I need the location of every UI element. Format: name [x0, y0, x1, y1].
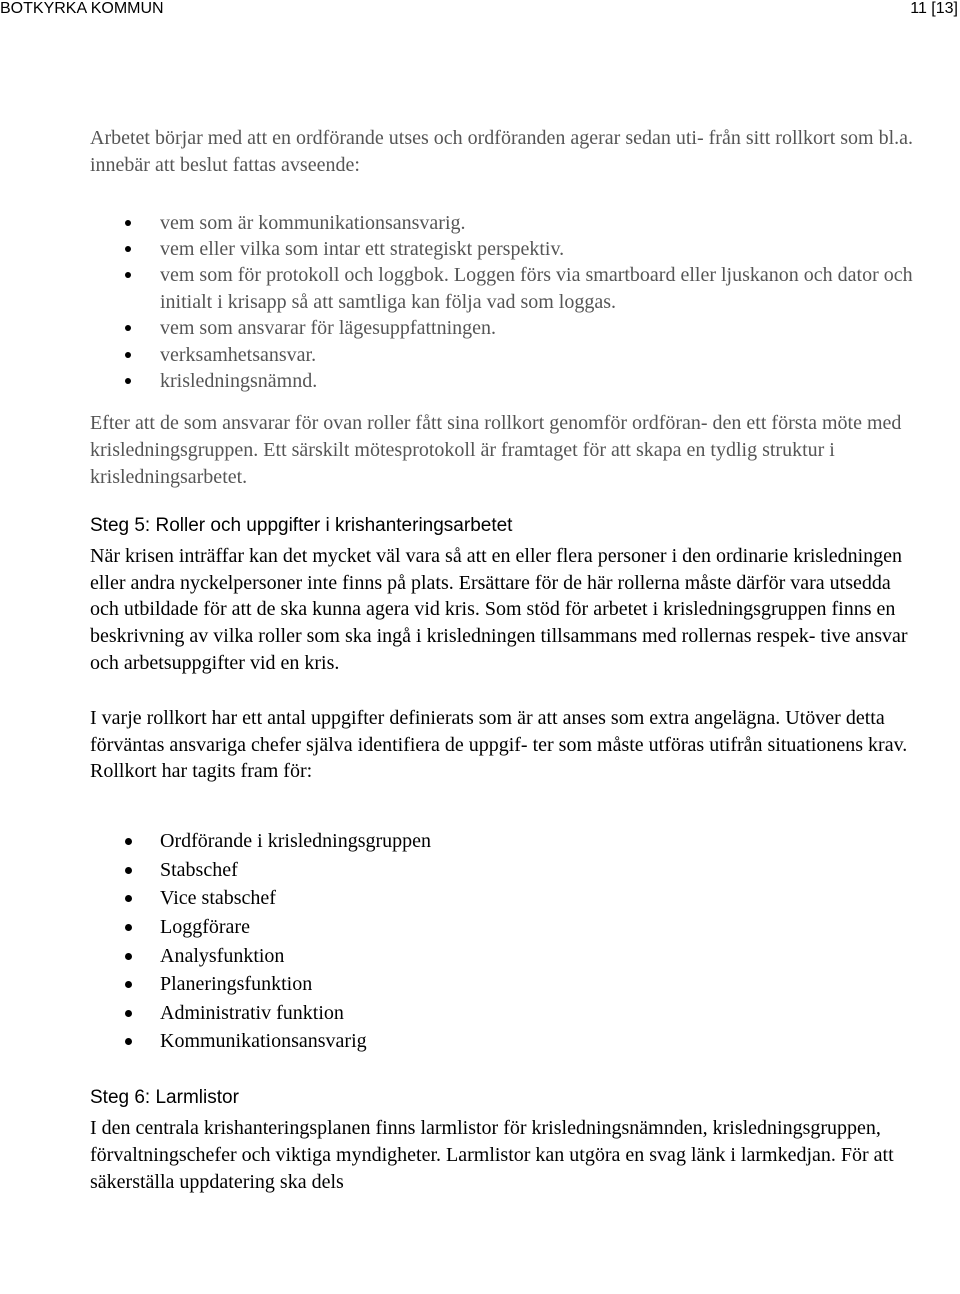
list-item: vem eller vilka som intar ett strategiskt perspektiv. — [90, 236, 920, 262]
list-item: Vice stabschef — [90, 884, 920, 913]
roles-list — [90, 827, 920, 1056]
intro-paragraph: Arbetet börjar med att en ordförande utses och ordföranden agerar sedan uti- från sitt rollkort som bl.a. innebär att beslut fattas avseende: — [90, 127, 914, 176]
roles-intro: Rollkort har tagits fram för: — [90, 760, 313, 783]
list-item: Ordförande i krisledningsgruppen — [90, 827, 920, 856]
list-item: Kommunikationsansvarig — [90, 1027, 920, 1056]
page-number: 11 [13] — [910, 0, 958, 17]
paragraph-after-list: Efter att de som ansvarar för ovan roller fått sina rollkort genomför ordföran- den ett första möte med krisledningsgruppen. Ett särskilt mötesprotokoll är framtaget för att skapa en tydlig struktur i krisledningsarbetet. — [90, 412, 902, 489]
organization-name: BOTKYRKA KOMMUN — [0, 0, 164, 17]
list-item: Loggförare — [90, 913, 920, 942]
list-item: vem som är kommunikationsansvarig. — [90, 210, 920, 236]
section-heading-steg5: Steg 5: Roller och uppgifter i krishanteringsarbetet — [90, 514, 513, 536]
list-item: Stabschef — [90, 856, 920, 885]
steg5-paragraph-2: I varje rollkort har ett antal uppgifter definierats som är att anses som extra angelägna. Utöver detta förväntas ansvariga chefer själva identifiera de uppgif- ter som måste utföras utifrån situationens krav. — [90, 706, 908, 756]
decision-list — [90, 210, 920, 395]
page-header — [0, 0, 960, 20]
list-item: Planeringsfunktion — [90, 970, 920, 999]
list-item: krisledningsnämnd. — [90, 368, 920, 394]
list-item: Analysfunktion — [90, 942, 920, 971]
steg5-paragraph-1: När krisen inträffar kan det mycket väl vara så att en eller flera personer i den ordinarie krisledningen eller andra nyckelpersoner inte finns på plats. Ersättare för de här rollerna måste därför vara utsedda och utbildade för att de ska kunna agera vid kris. Som stöd för arbetet i krisledningsgruppen finns en beskrivning av vilka roller som ska ingå i krisledningen tillsammans med rollernas respek- tive ansvar och arbetsuppgifter vid en kris. — [90, 544, 908, 675]
document-body — [90, 125, 920, 1195]
steg6-paragraph: I den centrala krishanteringsplanen finns larmlistor för krisledningsnämnden, krisledningsgruppen, förvaltningschefer och viktiga myndigheter. Larmlistor kan utgöra en svag länk i larmkedjan. För att säkerställa uppdatering ska dels — [90, 1116, 894, 1193]
section-heading-steg6: Steg 6: Larmlistor — [90, 1086, 239, 1108]
list-item: Administrativ funktion — [90, 999, 920, 1028]
list-item: vem som ansvarar för lägesuppfattningen. — [90, 315, 920, 341]
list-item: vem som för protokoll och loggbok. Loggen förs via smartboard eller ljuskanon och dator och initialt i krisapp så att samtliga kan följa vad som loggas. — [90, 262, 920, 315]
list-item: verksamhetsansvar. — [90, 342, 920, 368]
